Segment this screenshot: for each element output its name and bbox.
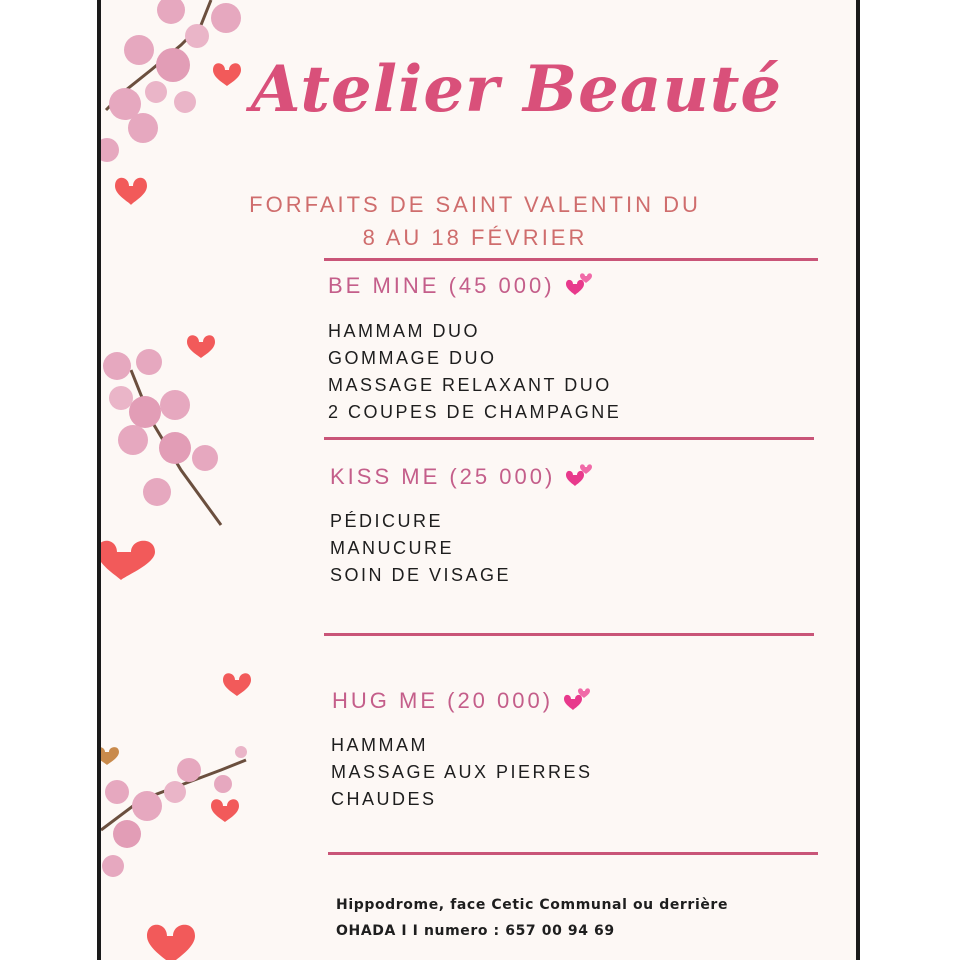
list-item: HAMMAM DUO [328, 321, 480, 341]
heart-icon [115, 178, 147, 205]
package-name: BE MINE (45 000) [328, 272, 555, 298]
list-item: MASSAGE AUX PIERRES [331, 762, 593, 782]
divider [324, 258, 818, 261]
divider [328, 852, 818, 855]
heart-icon [147, 925, 195, 960]
cherry-blossom-icon [103, 349, 221, 525]
divider [324, 633, 814, 636]
heart-icon [101, 747, 119, 765]
list-item: MANUCURE [330, 538, 455, 558]
blossom-decoration [101, 0, 301, 960]
two-hearts-icon [565, 463, 595, 493]
list-item: GOMMAGE DUO [328, 348, 497, 368]
two-hearts-icon [565, 272, 595, 302]
package-name: KISS ME (25 000) [330, 463, 556, 489]
subtitle-line-2: 8 AU 18 FÉVRIER [362, 225, 588, 250]
package-title-kiss-me [330, 463, 595, 493]
list-item: SOIN DE VISAGE [330, 565, 512, 585]
divider [324, 437, 814, 440]
address-line-1: Hippodrome, face Cetic Communal ou derrière [336, 897, 729, 913]
package-items-hug-me [331, 732, 593, 813]
package-title-be-mine [328, 272, 595, 302]
subtitle-line-1: FORFAITS DE SAINT VALENTIN DU [249, 192, 701, 217]
list-item: CHAUDES [331, 789, 437, 809]
package-name: HUG ME (20 000) [332, 687, 554, 713]
page-title: Atelier Beauté [250, 52, 783, 127]
heart-icon [223, 673, 251, 696]
package-items-kiss-me [330, 508, 511, 589]
package-items-be-mine [328, 318, 621, 426]
list-item: 2 COUPES DE CHAMPAGNE [328, 402, 622, 422]
address-line-2: OHADA I I numero : 657 00 94 69 [336, 923, 615, 939]
list-item: PÉDICURE [330, 511, 444, 531]
package-title-hug-me [332, 687, 593, 717]
heart-icon [187, 335, 215, 358]
two-hearts-icon [563, 687, 593, 717]
list-item: MASSAGE RELAXANT DUO [328, 375, 612, 395]
heart-icon [211, 799, 239, 822]
heart-icon [101, 541, 155, 580]
list-item: HAMMAM [331, 735, 428, 755]
